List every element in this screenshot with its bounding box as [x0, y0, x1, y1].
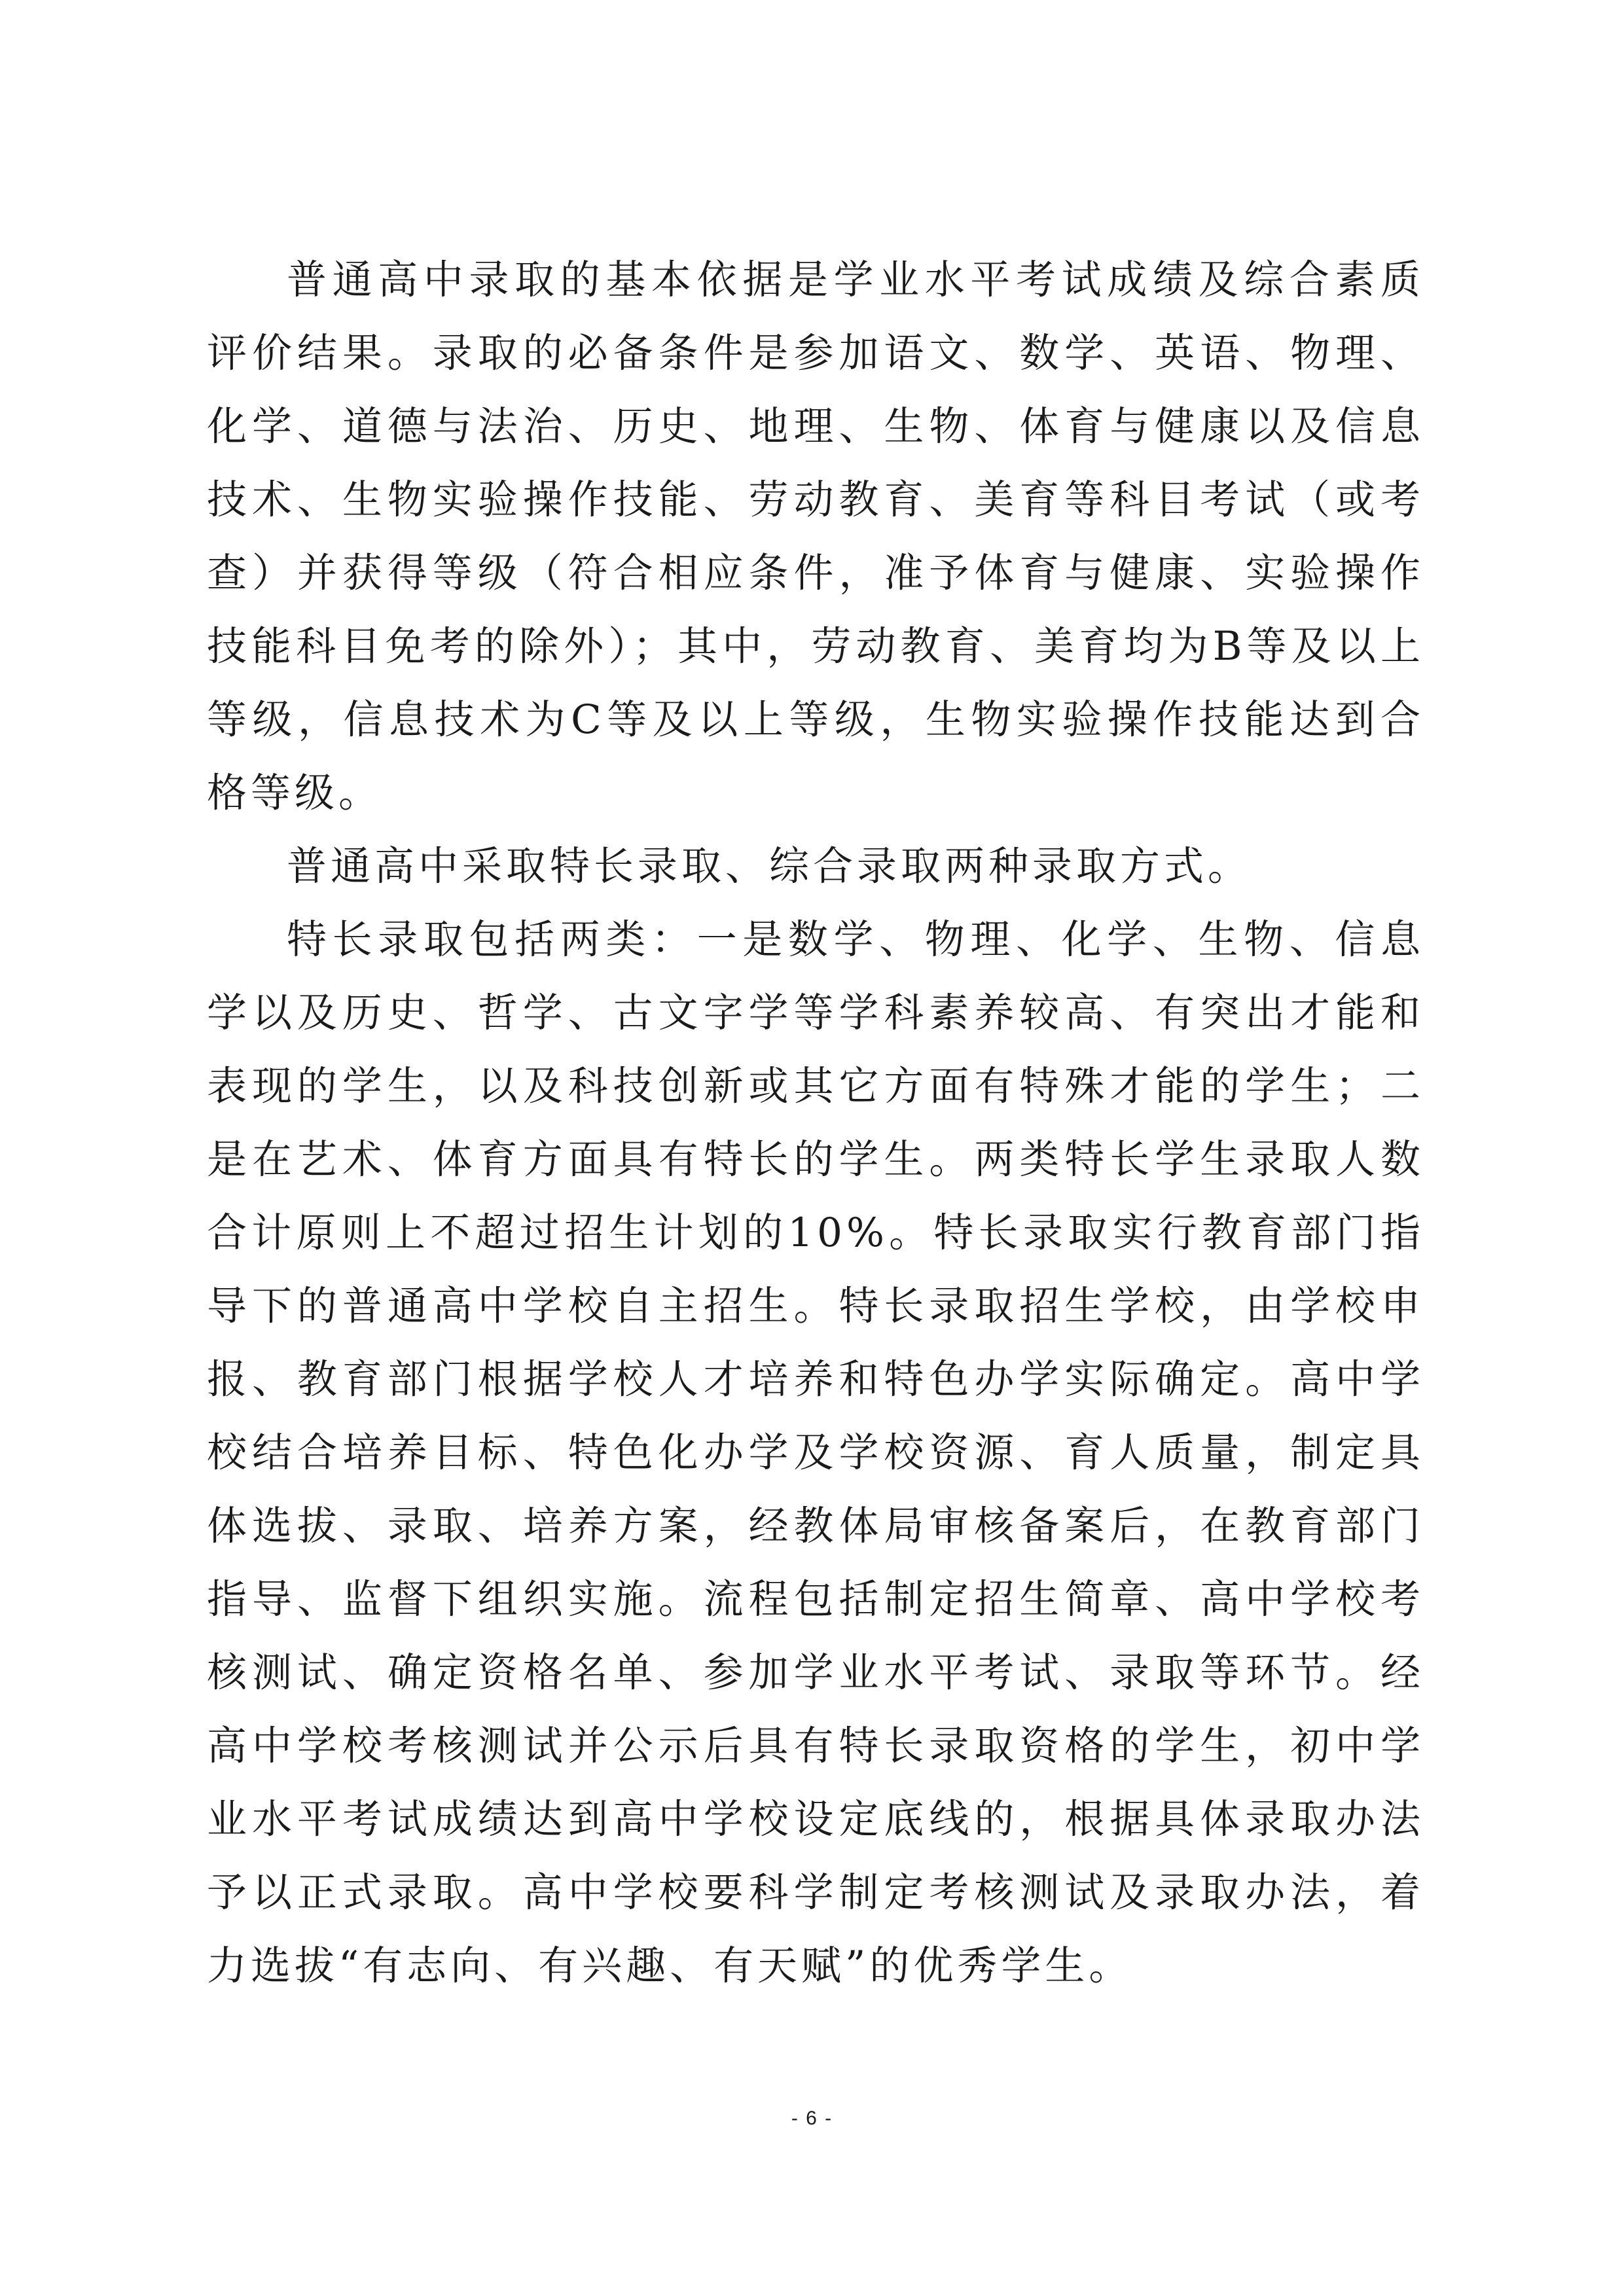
document-body	[207, 243, 1424, 2003]
paragraph-special-admission: 特长录取包括两类：一是数学、物理、化学、生物、信息学以及历史、哲学、古文字学等学科素养较高、有突出才能和表现的学生，以及科技创新或其它方面有特殊才能的学生；二是在艺术、体育方面具有特长的学生。两类特长学生录取人数合计原则上不超过招生计划的10%。特长录取实行教育部门指导下的普通高中学校自主招生。特长录取招生学校，由学校申报、教育部门根据学校人才培养和特色办学实际确定。高中学校结合培养目标、特色化办学及学校资源、育人质量，制定具体选拔、录取、培养方案，经教体局审核备案后，在教育部门指导、监督下组织实施。流程包括制定招生简章、高中学校考核测试、确定资格名单、参加学业水平考试、录取等环节。经高中学校考核测试并公示后具有特长录取资格的学生，初中学业水平考试成绩达到高中学校设定底线的，根据具体录取办法予以正式录取。高中学校要科学制定考核测试及录取办法，着力选拔“有志向、有兴趣、有天赋”的优秀学生。	[207, 916, 1424, 1989]
page-number: - 6 -	[791, 2108, 833, 2129]
paragraph-admission-basis: 普通高中录取的基本依据是学业水平考试成绩及综合素质评价结果。录取的必备条件是参加语文、数学、英语、物理、化学、道德与法治、历史、地理、生物、体育与健康以及信息技术、生物实验操作技能、劳动教育、美育等科目考试（或考查）并获得等级（符合相应条件，准予体育与健康、实验操作技能科目免考的除外）；其中，劳动教育、美育均为B等及以上等级，信息技术为C等及以上等级，生物实验操作技能达到合格等级。	[207, 257, 1424, 816]
paragraph-admission-methods: 普通高中采取特长录取、综合录取两种录取方式。	[287, 843, 1252, 889]
